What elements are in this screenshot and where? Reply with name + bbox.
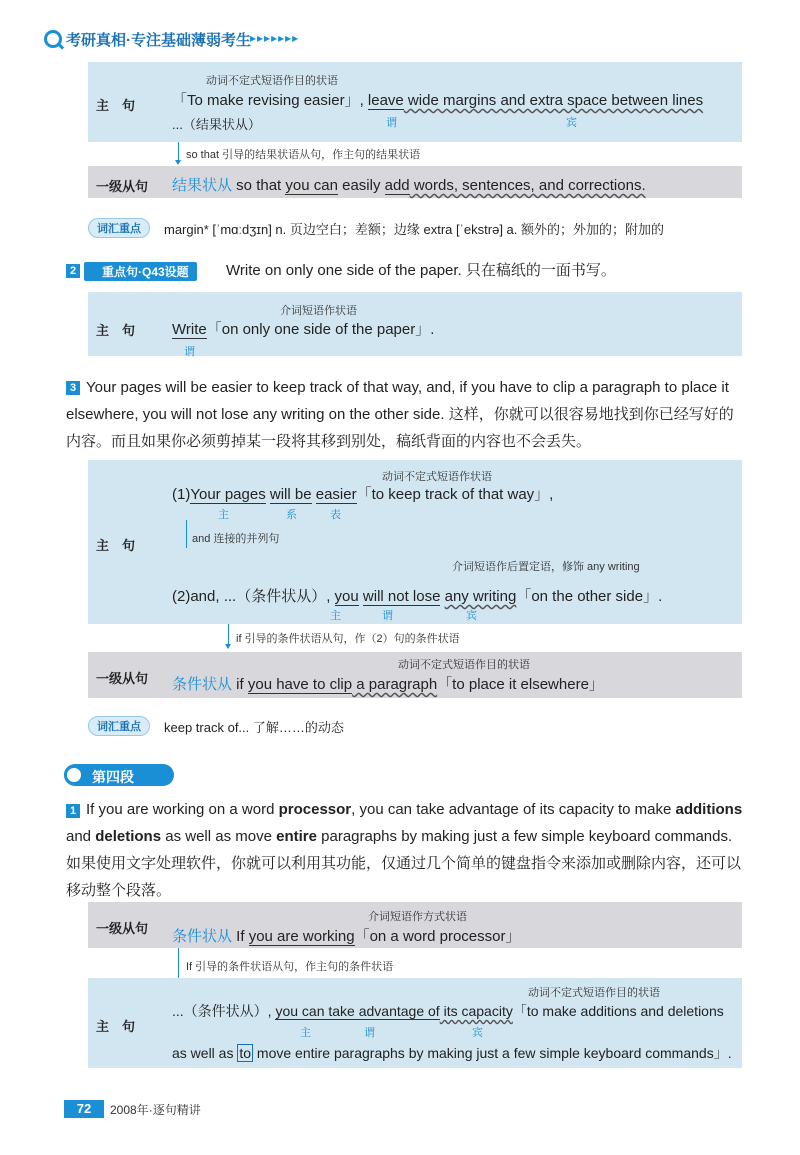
role-object: 宾 <box>472 1027 483 1039</box>
vocab-text: margin* [ˈmɑːdʒɪn] n. 页边空白；差额；边缘 extra [ˈekstrə] a. 额外的；外加的；附加的 <box>164 222 665 237</box>
sentence-number: 2 <box>66 264 80 278</box>
connector-note: if 引导的条件状语从句，作（2）句的条件状语 <box>236 633 460 645</box>
connector-note: so that 引导的结果状语从句，作主句的结果状语 <box>186 149 421 161</box>
role-object: 宾 <box>566 117 577 129</box>
search-logo-icon <box>44 30 62 48</box>
paragraph-text: If you are working on a word processor, you can take advantage of its capacity to make additions and deletions as well as move entire paragraphs by making just a few simple keyboard commands. 如果使用文字处理软件，你就可以利用其功能，仅通过几个简单的键盘指令来添加或删除内容，还可以移动整个段落。 <box>66 801 743 899</box>
role-predicate: 谓 <box>382 610 393 622</box>
header-arrows: ▸▸▸▸▸▸▸ <box>250 31 300 45</box>
annotation: 动词不定式短语作状语 <box>382 471 492 483</box>
connector-note: If 引导的条件状语从句，作主句的条件状语 <box>186 961 394 973</box>
header-title: 考研真相·专注基础薄弱考生 <box>66 32 251 49</box>
footer-text: 2008年·逐句精讲 <box>110 1103 201 1117</box>
connector-line <box>228 624 229 648</box>
clause-2: (2)and, ...（条件状从）, you will not lose any writing「on the other side」. <box>172 588 663 605</box>
sentence-line-2: ...（结果状从） <box>172 117 261 132</box>
role-object: 宾 <box>466 610 477 622</box>
role-predicate: 谓 <box>184 346 195 358</box>
annotation: 介词短语作后置定语，修饰 any writing <box>452 561 640 573</box>
annotation: 动词不定式短语作目的状语 <box>398 659 530 671</box>
annotation: 介词短语作状语 <box>280 305 357 317</box>
sentence-number: 3 <box>66 381 80 395</box>
connector-line <box>186 520 187 548</box>
section-title: 第四段 <box>92 769 134 785</box>
main-line-1: ...（条件状从）, you can take advantage of its capacity「to make additions and deletions <box>172 1003 724 1019</box>
sentence-line: 「To make revising easier」, leave wide margins and extra space between lines <box>172 92 704 109</box>
main-line-2: as well as to move entire paragraphs by making just a few simple keyboard commands」. <box>172 1045 732 1061</box>
role-subject: 主 <box>218 509 229 521</box>
sentence-line: Write「on only one side of the paper」. <box>172 321 435 338</box>
paragraph-text: Your pages will be easier to keep track of that way, and, if you have to clip a paragraph to place it elsewhere, you will not lose any writing on the other side. 这样，你就可以很容易地找到你已经写好的内容。而且如果你必须剪掉某一段将其移到别处，稿纸背面的内容也不会丢失。 <box>66 379 734 450</box>
key-sentence-flag: 重点句·Q43设题 <box>84 262 197 281</box>
role-predicate: 谓 <box>364 1027 375 1039</box>
sentence-number: 1 <box>66 804 80 818</box>
role-predicate: 谓 <box>386 117 397 129</box>
role-predicative: 表 <box>330 509 341 521</box>
connector-line <box>178 142 179 164</box>
vocab-tag: 词汇重点 <box>88 218 150 238</box>
annotation: 介词短语作方式状语 <box>368 911 467 923</box>
annotation: 动词不定式短语作目的状语 <box>528 987 660 999</box>
subclause-sentence: 结果状从 so that you can easily add words, sentences, and corrections. <box>172 177 646 194</box>
subclause-sentence: 条件状从 If you are working「on a word processor」 <box>172 928 521 945</box>
subclause-label: 一级从句 <box>96 179 149 194</box>
page-number: 72 <box>64 1100 104 1118</box>
role-subject: 主 <box>300 1027 311 1039</box>
mid-note: and 连接的并列句 <box>192 533 280 545</box>
subclause-label: 一级从句 <box>96 671 149 686</box>
main-clause-label: 主 句 <box>96 323 136 338</box>
main-clause-label: 主 句 <box>96 1019 136 1034</box>
sentence-text: Write on only one side of the paper. 只在稿纸的一面书写。 <box>226 262 616 279</box>
subclause-sentence: 条件状从 if you have to clip a paragraph「to place it elsewhere」 <box>172 676 604 693</box>
vocab-text: keep track of... 了解……的动态 <box>164 720 344 735</box>
vocab-tag: 词汇重点 <box>88 716 150 736</box>
role-subject: 主 <box>330 610 341 622</box>
clause-1: (1)Your pages will be easier「to keep track of that way」, <box>172 486 554 503</box>
section-search-icon <box>64 765 84 785</box>
subclause-label: 一级从句 <box>96 921 149 936</box>
role-link: 系 <box>286 509 297 521</box>
main-clause-label: 主 句 <box>96 538 136 553</box>
main-clause-label: 主 句 <box>96 98 136 113</box>
annotation: 动词不定式短语作目的状语 <box>206 75 338 87</box>
